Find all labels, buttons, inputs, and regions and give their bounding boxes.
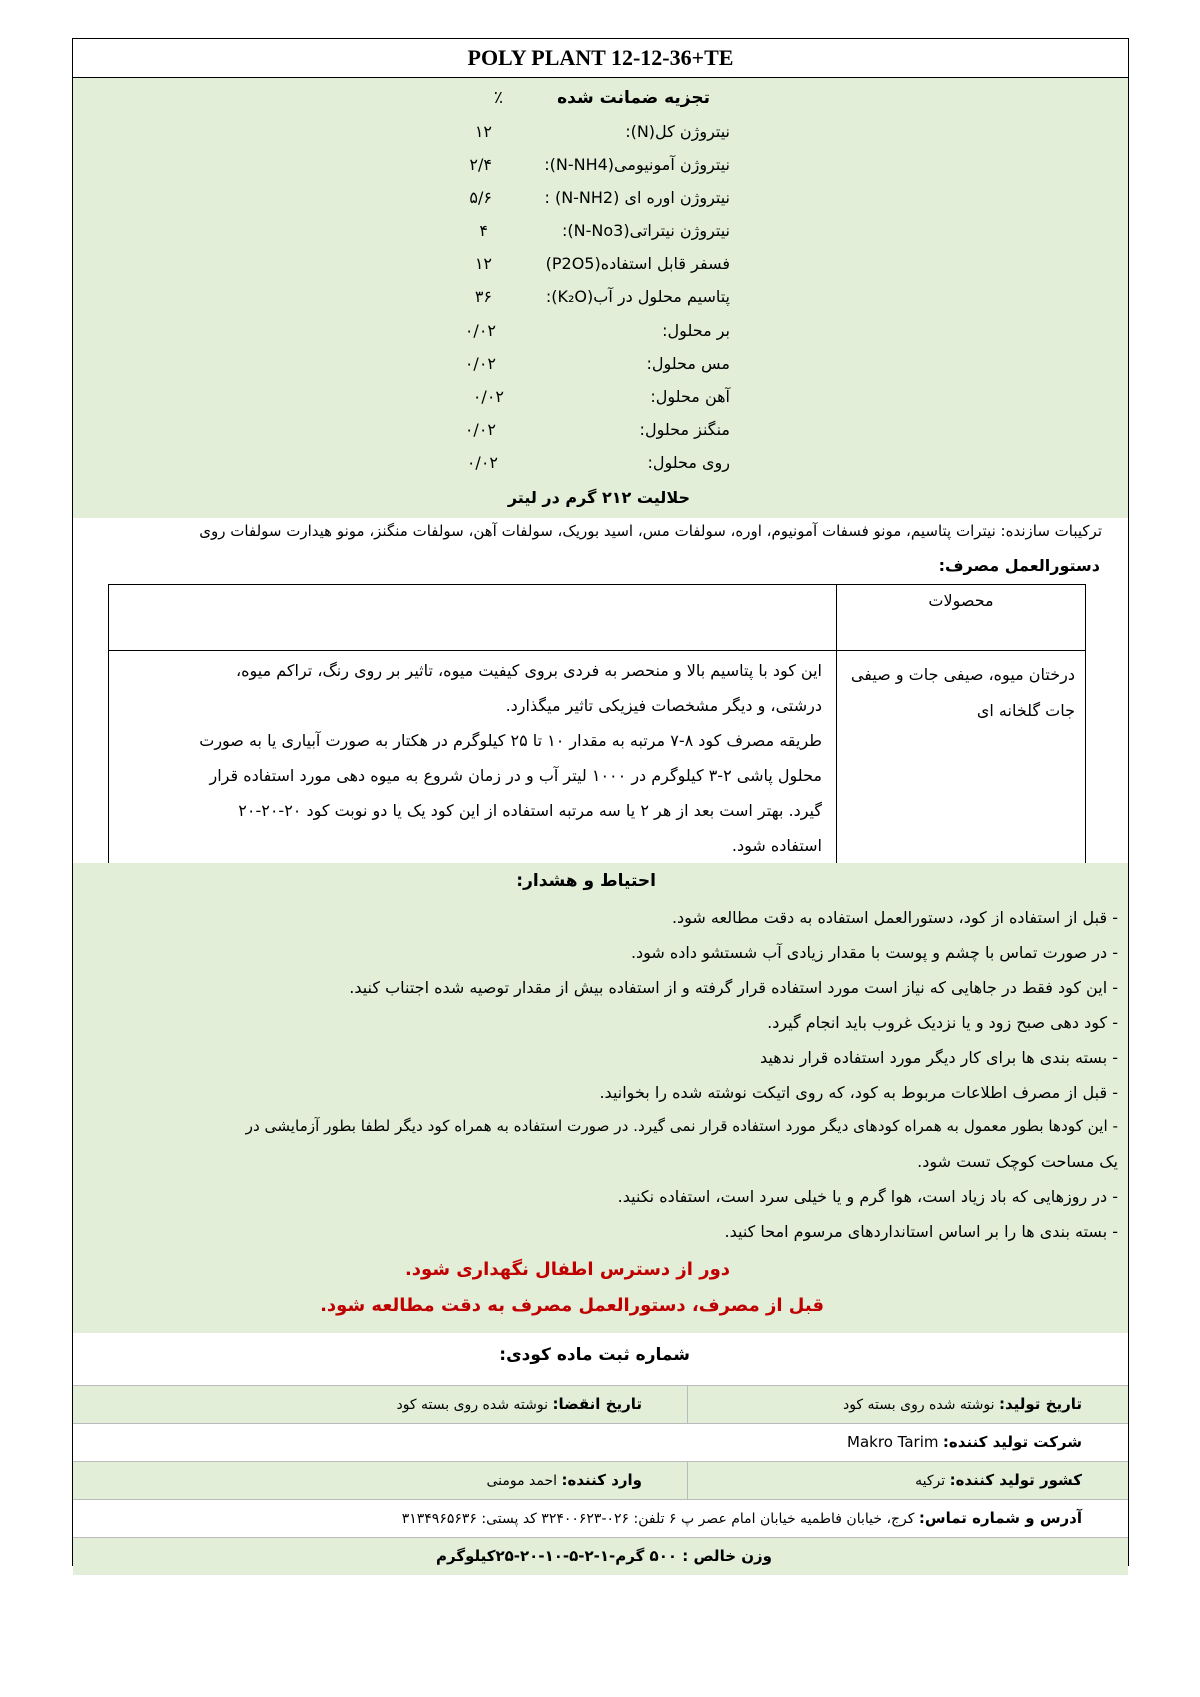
usage-table [108, 584, 1086, 866]
analysis-value: ۱۲ [474, 254, 492, 273]
analysis-value: ۴ [479, 221, 488, 240]
analysis-label: روی محلول: [647, 453, 730, 472]
read-instructions-notice: قبل از مصرف، دستورالعمل مصرف به دقت مطالعه شود. [320, 1295, 824, 1316]
analysis-label: مس محلول: [646, 354, 730, 373]
usage-line: درشتی، و دیگر مشخصات فیزیکی تاثیر میگذارد. [505, 696, 822, 715]
country-of-origin [915, 1471, 1082, 1489]
analysis-value: ۵/۶ [469, 188, 492, 207]
expiry-date-label: تاریخ انقضا: [552, 1395, 642, 1413]
usage-description [109, 651, 837, 866]
column-divider [687, 1386, 688, 1423]
product-title: POLY PLANT 12-12-36+TE [73, 39, 1128, 78]
analysis-value: ۰/۰۲ [464, 420, 496, 439]
keep-away-children-notice: دور از دسترس اطفال نگهداری شود. [404, 1259, 730, 1280]
address [402, 1509, 1082, 1527]
analysis-value: ۰/۰۲ [464, 354, 496, 373]
analysis-heading: تجزیه ضمانت شده [557, 88, 710, 108]
warnings-section [73, 863, 1128, 1333]
production-date-label: تاریخ تولید: [998, 1395, 1082, 1413]
analysis-label: نیتروژن آمونیومی(N-NH4): [544, 155, 730, 174]
analysis-value: ۲/۴ [469, 155, 492, 174]
usage-line: این کود با پتاسیم بالا و منحصر به فردی بروی کیفیت میوه، تاثیر بر روی رنگ، تراکم میوه، [235, 661, 822, 680]
address-label: آدرس و شماره تماس: [918, 1509, 1082, 1527]
usage-line: محلول پاشی ۲-۳ کیلوگرم در ۱۰۰۰ لیتر آب و در زمان شروع به میوه دهی مورد استفاده قرار [209, 766, 822, 785]
analysis-label: نیتروژن نیتراتی(N-No3): [562, 221, 730, 240]
registration-number-row [73, 1333, 1128, 1385]
production-date [843, 1395, 1082, 1413]
warning-line: - در صورت تماس با چشم و پوست با مقدار زیادی آب شستشو داده شود. [630, 943, 1118, 962]
expiry-date-value: نوشته شده روی بسته کود [396, 1397, 548, 1413]
address-row [73, 1499, 1128, 1537]
composition-and-usage [73, 518, 1128, 863]
warning-line: - قبل از استفاده از کود، دستورالعمل استفاده به دقت مطالعه شود. [671, 908, 1118, 927]
net-weight-label: وزن خالص : [682, 1547, 772, 1565]
usage-heading: دستورالعمل مصرف: [938, 556, 1100, 575]
warnings-heading: احتیاط و هشدار: [516, 871, 656, 891]
analysis-value: ۱۲ [474, 122, 492, 141]
analysis-label: آهن محلول: [650, 387, 730, 406]
country-value: ترکیه [915, 1473, 946, 1489]
net-weight-row [73, 1537, 1128, 1575]
importer-label: وارد کننده: [561, 1471, 642, 1489]
importer [486, 1471, 642, 1489]
manufacturer [847, 1433, 1082, 1451]
analysis-value: ۰/۰۲ [472, 387, 504, 406]
column-divider [687, 1462, 688, 1499]
analysis-label: منگنز محلول: [639, 420, 730, 439]
registration-label: شماره ثبت ماده کودی: [499, 1345, 690, 1365]
analysis-label: نیتروژن اوره ای (N-NH2) : [544, 188, 730, 207]
warning-line: - این کودها بطور معمول به همراه کودهای دیگر مورد استفاده قرار نمی گیرد. در صورت استفاده به همراه کود دیگر لطفا بطور آزمایشی در [245, 1117, 1118, 1135]
importer-value: احمد مومنی [486, 1473, 558, 1489]
warning-line: - بسته بندی ها برای کار دیگر مورد استفاده قرار ندهید [760, 1048, 1118, 1067]
products-cell: درختان میوه، صیفی جات و صیفی جات گلخانه ای [837, 651, 1086, 866]
warning-line: - این کود فقط در جاهایی که نیاز است مورد استفاده قرار گرفته و از استفاده بیش از مقدار توصیه شده اجتناب کنید. [349, 978, 1118, 997]
address-value: کرج، خیابان فاطمیه خیابان امام عصر پ ۶ تلفن: ۰۲۶-۳۲۴۰۰۶۲۳ کد پستی: ۳۱۳۴۹۶۵۶۳۶ [401, 1511, 915, 1527]
manufacturer-value: Makro Tarim [847, 1433, 939, 1451]
analysis-value: ۰/۰۲ [466, 453, 498, 472]
solubility: حلالیت ۲۱۲ گرم در لیتر [507, 488, 690, 507]
products-column-header: محصولات [837, 585, 1086, 651]
empty-header-cell [109, 585, 837, 651]
net-weight [436, 1547, 772, 1565]
analysis-label: بر محلول: [662, 321, 730, 340]
analysis-label: نیتروژن کل(N): [625, 122, 730, 141]
label-frame [72, 38, 1129, 1566]
company-row [73, 1423, 1128, 1461]
guaranteed-analysis-section [73, 78, 1128, 518]
warning-line: - بسته بندی ها را بر اساس استانداردهای مرسوم امحا کنید. [724, 1222, 1118, 1241]
analysis-label: پتاسیم محلول در آب(K₂O): [545, 287, 730, 306]
analysis-value: ۳۶ [474, 287, 492, 306]
analysis-label: فسفر قابل استفاده(P2O5) [545, 254, 730, 273]
usage-line: گیرد. بهتر است بعد از هر ۲ یا سه مرتبه استفاده از این کود یک یا دو نوبت کود ۲۰-۲۰-۲۰ [238, 801, 822, 820]
percent-header: ٪ [493, 88, 503, 108]
analysis-value: ۰/۰۲ [464, 321, 496, 340]
production-date-value: نوشته شده روی بسته کود [842, 1397, 995, 1413]
dates-row [73, 1385, 1128, 1423]
expiry-date [396, 1395, 642, 1413]
warning-line: یک مساحت کوچک تست شود. [917, 1152, 1118, 1171]
composition-text: ترکیبات سازنده: نیترات پتاسیم، مونو فسفات آمونیوم، اوره، سولفات مس، اسید بوریک، سولفات آهن، سولفات منگنز، مونو هیدارت سولفات روی [199, 522, 1102, 540]
warning-line: - کود دهی صبح زود و یا نزدیک غروب باید انجام گیرد. [767, 1013, 1118, 1032]
country-label: کشور تولید کننده: [949, 1471, 1082, 1489]
usage-line: استفاده شود. [731, 836, 822, 855]
usage-line: طریقه مصرف کود ۸-۷ مرتبه به مقدار ۱۰ تا ۲۵ کیلوگرم در هکتار به صورت آبیاری یا به صورت [199, 731, 822, 750]
origin-row [73, 1461, 1128, 1499]
warning-line: - قبل از مصرف اطلاعات مربوط به کود، که روی اتیکت نوشته شده را بخوانید. [599, 1083, 1118, 1102]
net-weight-value: ۵۰۰ گرم-۱-۲-۵-۱۰-۲۰-۲۵کیلوگرم [436, 1547, 678, 1565]
warning-line: - در روزهایی که باد زیاد است، هوا گرم و یا خیلی سرد است، استفاده نکنید. [617, 1187, 1118, 1206]
manufacturer-label: شرکت تولید کننده: [942, 1433, 1082, 1451]
